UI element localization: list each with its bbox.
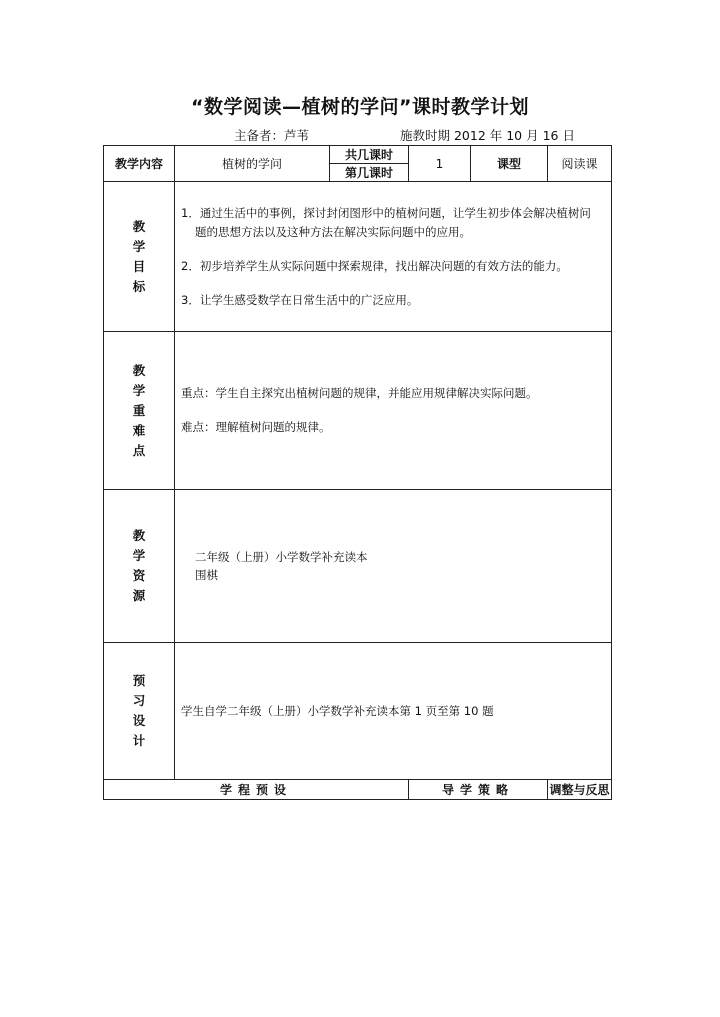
total-lessons-label-cell — [330, 146, 409, 164]
content-label: 教学内容 — [114, 157, 163, 171]
teaching-date: 施教时期 2012 年 10 月 16 日 — [400, 128, 575, 143]
objectives-label: 教 学 目 标 — [104, 182, 175, 332]
preview-text: 学生自学二年级（上册）小学数学补充读本第 1 页至第 10 题 — [181, 703, 494, 718]
type-value-cell — [548, 146, 612, 182]
preview-label: 预 习 设 计 — [104, 643, 175, 780]
objectives-content — [175, 182, 612, 332]
resources-label: 教 学 资 源 — [104, 490, 175, 643]
lesson-number-label: 第几课时 — [344, 166, 393, 180]
content-value-cell — [175, 146, 330, 182]
type-label-cell — [471, 146, 548, 182]
type-value: 阅读课 — [561, 157, 598, 171]
lesson-number-label-cell — [330, 164, 409, 182]
total-lessons-value-cell — [409, 146, 471, 182]
preparer: 主备者：芦苇 — [234, 128, 310, 143]
objective-item: 2．初步培养学生从实际问题中探索规律，找出解决问题的有效方法的能力。 — [181, 258, 568, 273]
reflection-header: 调整与反思 — [548, 780, 612, 800]
total-lessons-value: 1 — [435, 156, 444, 171]
resource-item: 围棋 — [195, 568, 218, 582]
total-lessons-label: 共几课时 — [344, 148, 393, 162]
key-points-label: 教 学 重 难 点 — [104, 332, 175, 490]
strategy-header: 导学策略 — [409, 780, 548, 800]
key-point: 重点：学生自主探究出植树问题的规律，并能应用规律解决实际问题。 — [181, 386, 538, 400]
resource-item: 二年级（上册）小学数学补充读本 — [195, 550, 368, 564]
lesson-plan-table — [103, 145, 612, 800]
content-label-cell — [104, 146, 175, 182]
preview-content — [175, 643, 612, 780]
objective-item: 1．通过生活中的事例，探讨封闭图形中的植树问题，让学生初步体会解决植树问 题的思想方法以及这种方法在解决实际问题中的应用。 — [181, 205, 591, 239]
content-value: 植树的学问 — [221, 157, 282, 171]
resources-content — [175, 490, 612, 643]
objective-item: 3．让学生感受数学在日常生活中的广泛应用。 — [181, 292, 419, 307]
document-title: “数学阅读—植树的学问”课时教学计划 — [191, 96, 529, 118]
difficult-point: 难点：理解植树问题的规律。 — [181, 420, 331, 434]
type-label: 课型 — [496, 157, 521, 171]
process-header: 学程预设 — [104, 780, 409, 800]
key-points-content — [175, 332, 612, 490]
